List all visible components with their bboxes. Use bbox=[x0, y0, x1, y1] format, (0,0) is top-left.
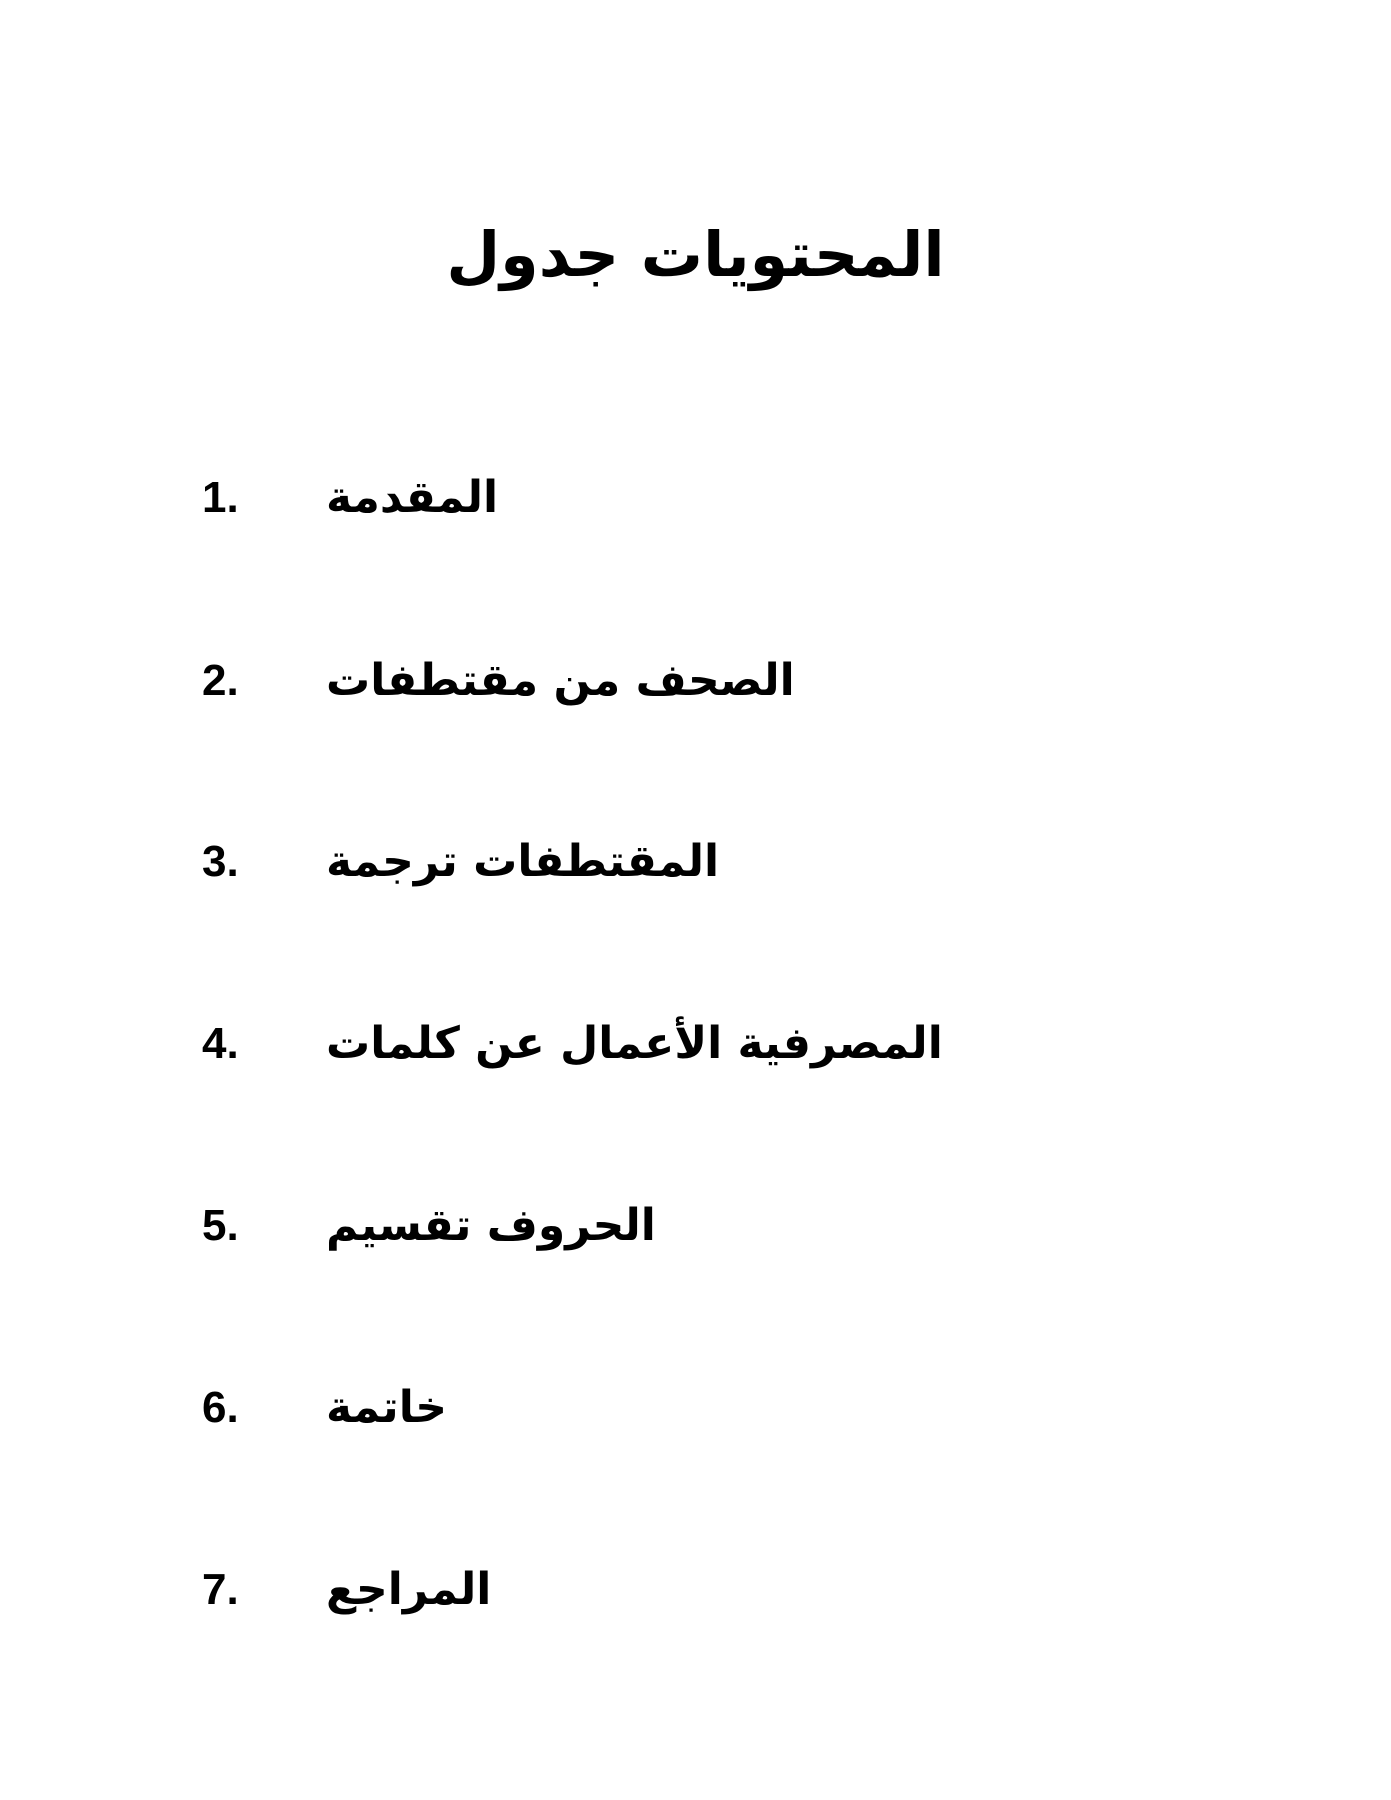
toc-item-newspaper-excerpts bbox=[0, 641, 1391, 721]
page-title: المحتويات جدول bbox=[446, 218, 945, 291]
toc-item-introduction bbox=[0, 458, 1391, 538]
toc-item-conclusion bbox=[0, 1368, 1391, 1448]
toc-item-number: 3. bbox=[202, 837, 239, 886]
toc-item-references bbox=[0, 1550, 1391, 1630]
toc-item-label: الصحف من مقتطفات bbox=[326, 655, 795, 706]
toc-item-label: المقدمة bbox=[326, 472, 499, 523]
toc-item-number: 2. bbox=[202, 656, 239, 705]
toc-item-letter-division bbox=[0, 1186, 1391, 1266]
toc-item-excerpts-translation bbox=[0, 822, 1391, 902]
toc-item-number: 6. bbox=[202, 1383, 239, 1432]
toc-item-label: الحروف تقسيم bbox=[326, 1200, 656, 1251]
toc-item-label: المصرفية الأعمال عن كلمات bbox=[326, 1018, 943, 1069]
toc-item-label: المراجع bbox=[326, 1564, 492, 1615]
toc-item-number: 7. bbox=[202, 1565, 239, 1614]
toc-item-banking-words bbox=[0, 1004, 1391, 1084]
toc-item-number: 5. bbox=[202, 1201, 239, 1250]
toc-item-number: 4. bbox=[202, 1019, 239, 1068]
toc-item-label: خاتمة bbox=[326, 1382, 447, 1433]
toc-item-number: 1. bbox=[202, 473, 239, 522]
toc-item-label: المقتطفات ترجمة bbox=[326, 836, 720, 887]
